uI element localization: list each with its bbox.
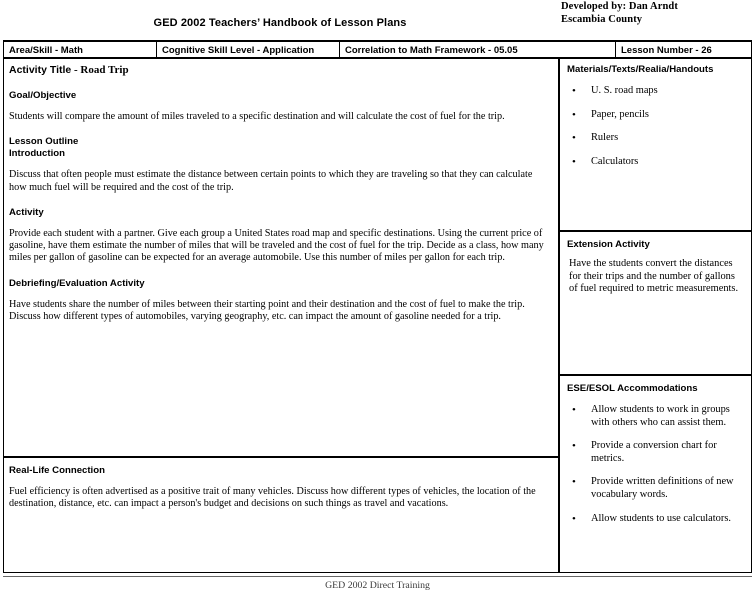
footer-divider — [3, 576, 752, 577]
main-content-column — [4, 59, 560, 572]
header-cell-correlation: Correlation to Math Framework - 05.05 — [339, 42, 615, 59]
footer-text: GED 2002 Direct Training — [325, 580, 430, 591]
list-item-label: Allow students to use calculators. — [591, 512, 731, 524]
list-item-label: Paper, pencils — [591, 108, 649, 120]
bullet-icon: • — [572, 404, 576, 416]
bullet-icon: • — [572, 108, 576, 121]
county-line: Escambia County — [561, 13, 643, 25]
sidebar-heading-ese-esol: ESE/ESOL Accommodations — [567, 383, 698, 394]
activity-title-label: Activity Title — [9, 64, 72, 76]
list-item — [567, 513, 745, 526]
section-body-activity: Provide each student with a partner. Give each group a United States road map and specific destinations. Using the current price of gasoline, have them estimate the number of miles that will be traveled and the cost of fuel for the trip. Decide as a class, how many miles per gallon of gasoline can be expected for an average automobile. Use this number of miles per gallon for each trip. — [9, 227, 544, 264]
list-item — [567, 440, 745, 465]
sidebar-section-extension-activity — [560, 234, 751, 376]
sidebar-section-ese-esol — [560, 378, 751, 572]
list-item — [567, 476, 745, 501]
section-heading-real-life-connection: Real-Life Connection — [9, 465, 105, 476]
sidebar-heading-materials: Materials/Texts/Realia/Handouts — [567, 64, 714, 75]
activity-title — [9, 64, 552, 77]
list-item-label: Calculators — [591, 155, 639, 167]
header-cell-cognitive-skill-level: Cognitive Skill Level - Application — [156, 42, 339, 59]
header-cell-area-skill: Area/Skill - Math — [9, 45, 83, 56]
materials-list — [567, 85, 745, 168]
section-body-introduction: Discuss that often people must estimate the distance between certain points to which they are traveling so that they can calculate how much fuel will be required and the cost of the trip. — [9, 169, 533, 193]
header-cell-lesson-number: Lesson Number - 26 — [615, 42, 753, 59]
table-header-row — [4, 42, 751, 59]
bullet-icon: • — [572, 85, 576, 97]
list-item-label: U. S. road maps — [591, 85, 658, 96]
sidebar-heading-extension-activity: Extension Activity — [567, 239, 650, 250]
section-heading-debriefing-evaluation: Debriefing/Evaluation Activity — [9, 277, 145, 289]
page-title: GED 2002 Teachers’ Handbook of Lesson Plans — [153, 17, 407, 29]
section-subheading-introduction: Introduction — [9, 148, 65, 160]
list-item — [567, 404, 745, 429]
list-item — [567, 132, 745, 145]
section-heading-activity: Activity — [9, 206, 44, 218]
list-item-label: Provide written definitions of new vocabulary words. — [591, 476, 734, 500]
section-heading-lesson-outline: Lesson Outline — [9, 136, 79, 148]
ese-esol-list — [567, 404, 745, 525]
developed-by-line: Developed by: Dan Arndt — [561, 1, 678, 12]
sidebar-section-materials — [560, 59, 751, 232]
section-heading-goal-objective: Goal/Objective — [9, 90, 77, 101]
list-item — [567, 156, 745, 169]
bullet-icon: • — [572, 155, 576, 168]
list-item — [567, 85, 745, 98]
activity-title-value: - Road Trip — [71, 64, 129, 76]
section-body-real-life-connection: Fuel efficiency is often advertised as a positive trait of many vehicles. Discuss how different types of vehicles, the location of the destination, distance, etc. can impact a person's budget and decisions on such things as travel and vacations. — [9, 486, 536, 510]
bullet-icon: • — [572, 440, 576, 453]
list-item-label: Provide a conversion chart for metrics. — [591, 440, 717, 464]
bullet-icon: • — [572, 132, 576, 145]
sidebar-column — [560, 59, 751, 572]
developed-by-block — [561, 1, 751, 26]
list-item-label: Allow students to work in groups with others who can assist them. — [591, 404, 730, 428]
lesson-body-cell — [4, 59, 558, 458]
sidebar-body-extension-activity: Have the students convert the distances for their trips and the number of gallons of fuel required to metric measurements. — [569, 258, 739, 295]
section-body-goal-objective: Students will compare the amount of miles traveled to a specific destination and will calculate the cost of fuel for the trip. — [9, 111, 505, 122]
real-life-connection-cell — [4, 460, 558, 572]
bullet-icon: • — [572, 512, 576, 525]
list-item-label: Rulers — [591, 132, 619, 144]
list-item — [567, 109, 745, 122]
lesson-plan-table — [3, 40, 752, 573]
bullet-icon: • — [572, 476, 576, 489]
section-body-debriefing-evaluation: Have students share the number of miles between their starting point and their destination and the cost of fuel to make the trip. Discuss how different types of automobiles, varying geography, etc. can impact the amount of gasoline needed for a trip. — [9, 298, 525, 323]
